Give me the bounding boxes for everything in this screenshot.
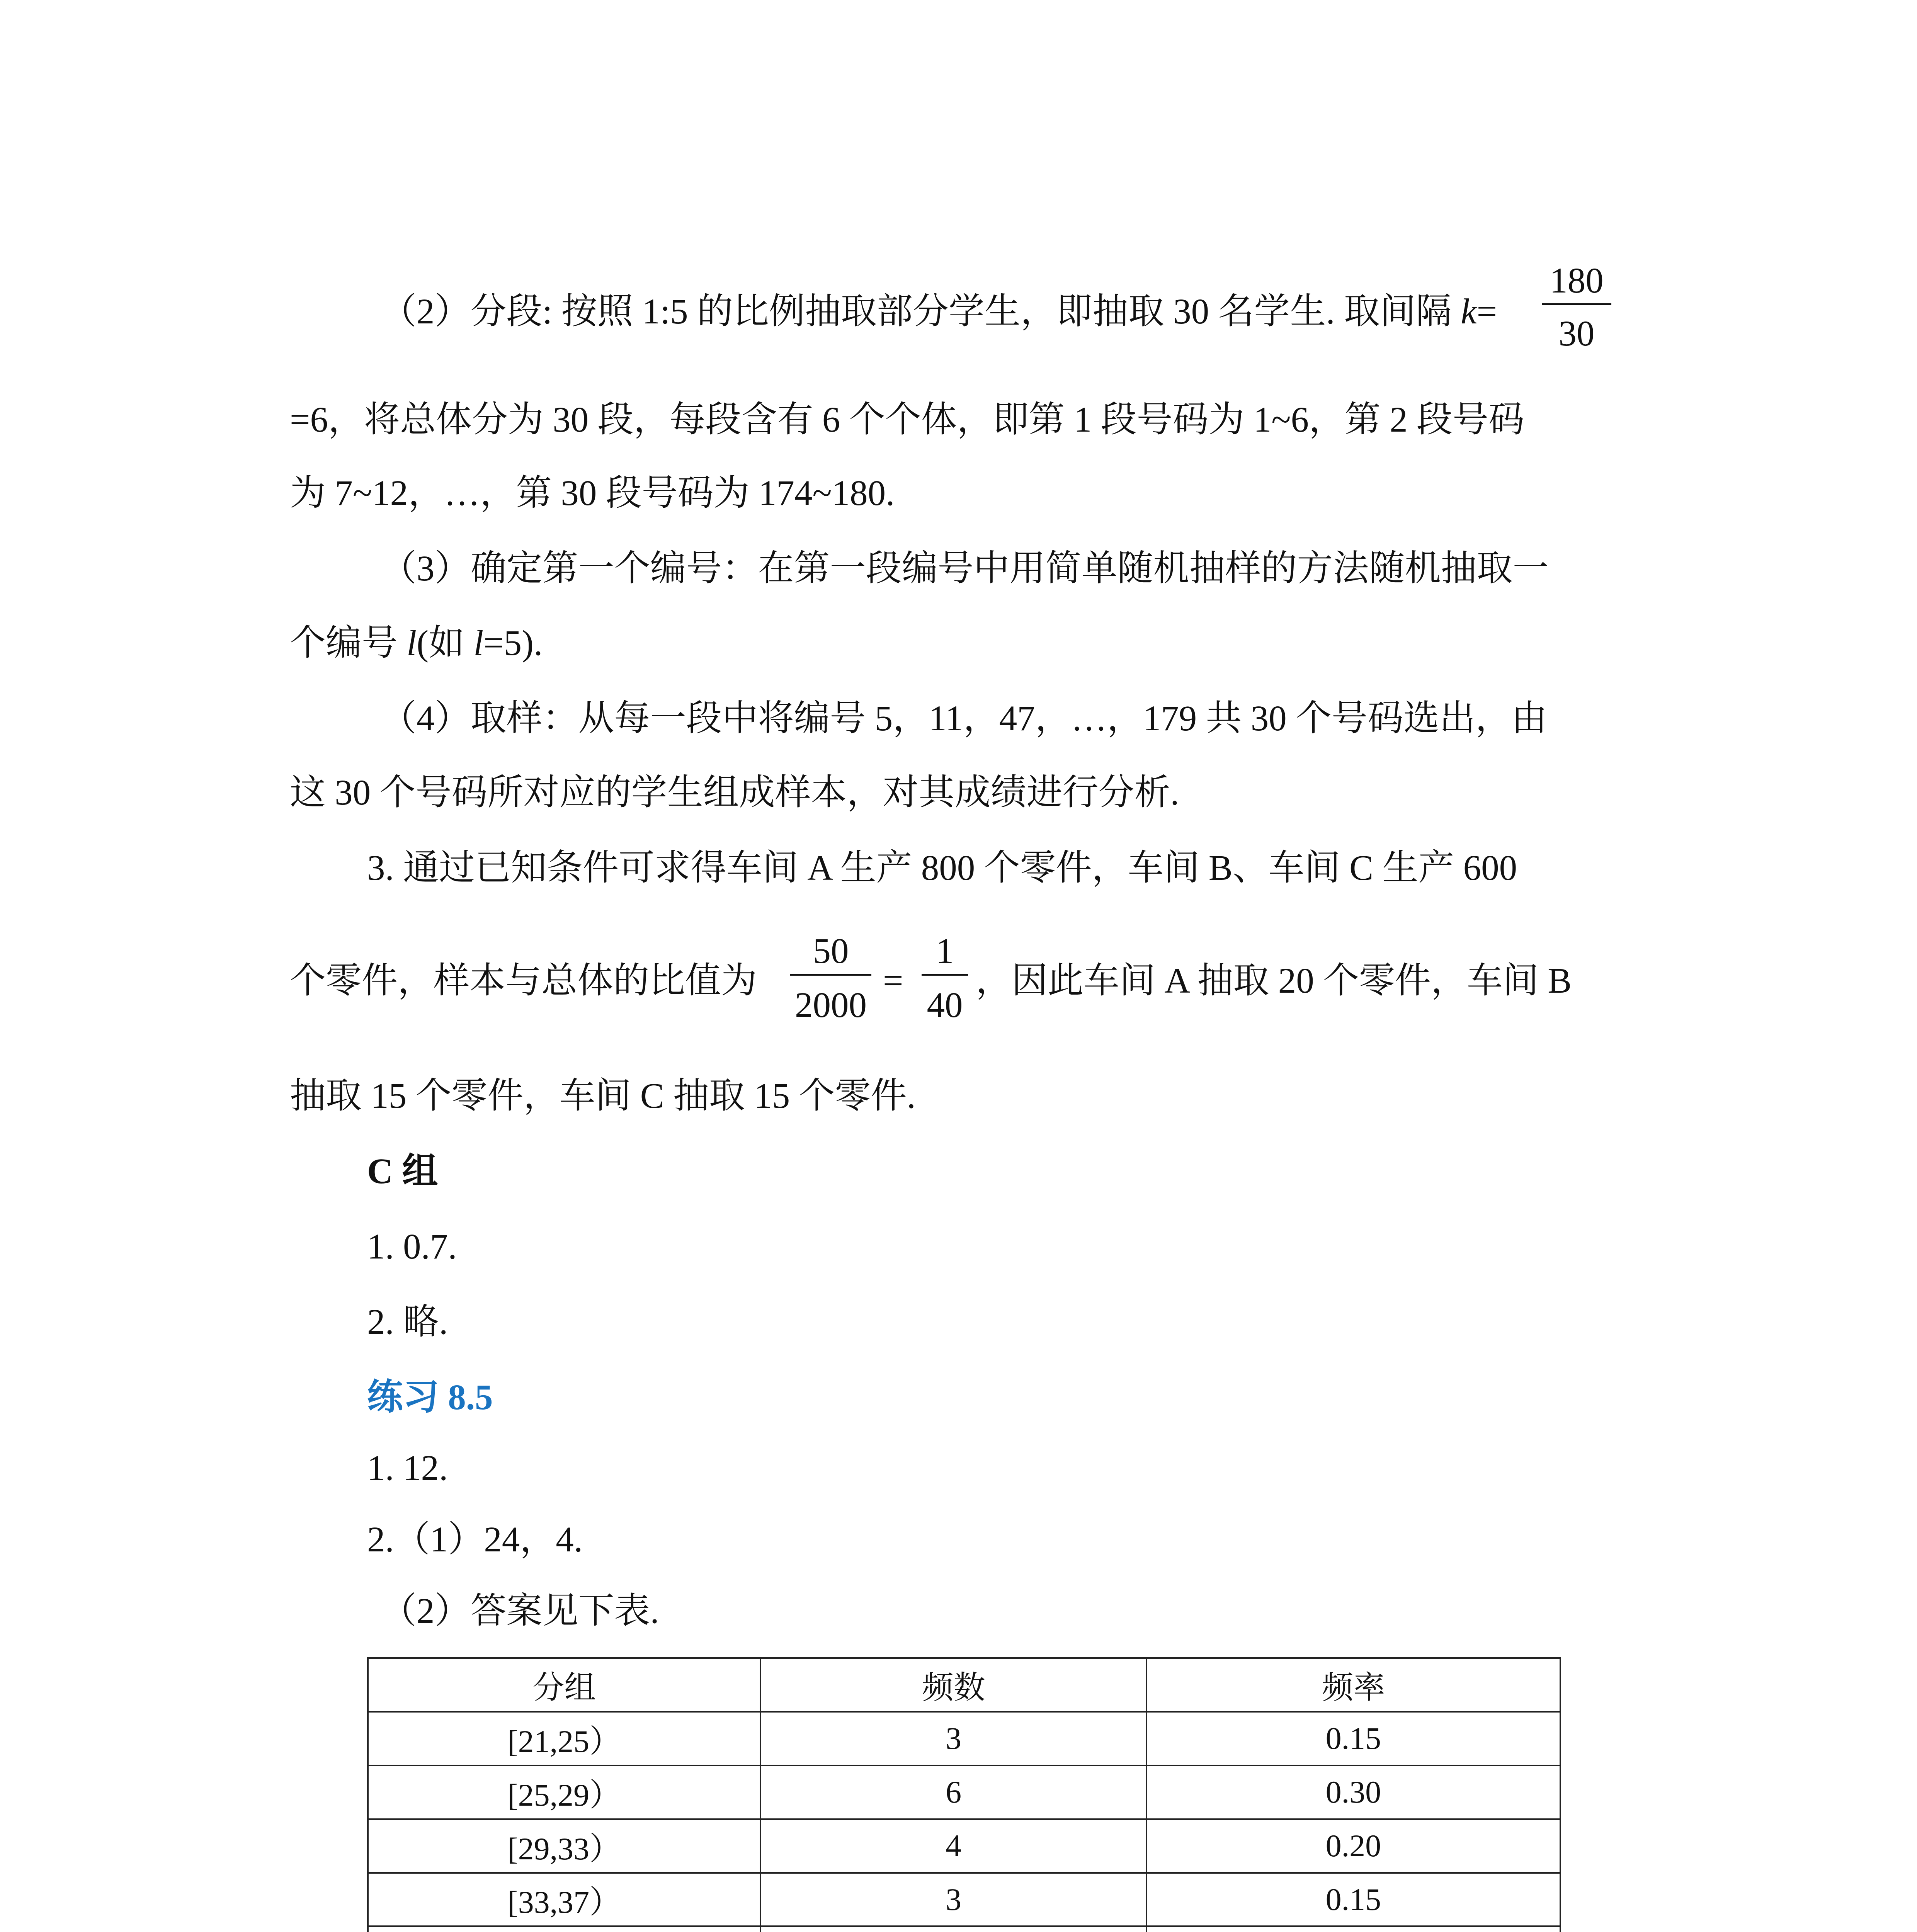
- k-variable: k: [1461, 292, 1477, 332]
- p4-line3: 抽取 15 个零件，车间 C 抽取 15 个零件.: [290, 1076, 916, 1116]
- table-cell: [29,33）: [368, 1819, 760, 1873]
- table-cell: 3: [760, 1873, 1146, 1927]
- fraction2-numerator: 1: [936, 931, 954, 971]
- p1-line2: =6，将总体分为 30 段，每段含有 6 个个体，即第 1 段号码为 1~6，第 2 段号码: [290, 400, 1525, 440]
- table-cell: [33,37）: [368, 1873, 760, 1927]
- p3-line1: （4）取样：从每一段中将编号 5，11，47，…，179 共 30 个号码选出，由: [381, 699, 1548, 738]
- table-cell: 0.15: [1146, 1712, 1560, 1765]
- table-cell: 0.30: [1146, 1765, 1560, 1819]
- ex85-answer-2: 2.（1）24，4.: [367, 1520, 583, 1560]
- p2-text-c: =5).: [483, 623, 543, 663]
- table-cell: [21,25）: [368, 1712, 760, 1765]
- l-variable-2: l: [473, 623, 484, 663]
- ex85-answer-3: （2）答案见下表.: [381, 1591, 659, 1631]
- p2-text-a: 个编号: [290, 623, 407, 663]
- table-cell: [25,29）: [368, 1765, 760, 1819]
- group-c-answer-2: 2. 略.: [367, 1302, 448, 1342]
- equals-sign: =: [1476, 292, 1497, 332]
- p2-text-b: (如: [417, 623, 474, 663]
- l-variable: l: [407, 623, 417, 663]
- p1-line3: 为 7~12，…，第 30 段号码为 174~180.: [290, 473, 895, 513]
- table-cell: 4: [760, 1819, 1146, 1873]
- table-cell: 0.20: [1146, 1819, 1560, 1873]
- p1-text: （2）分段: 按照 1:5 的比例抽取部分学生，即抽取 30 名学生. 取间隔: [381, 292, 1461, 332]
- table-header-cell: 频数: [760, 1658, 1146, 1712]
- fraction1-denominator: 2000: [795, 985, 867, 1025]
- group-c-answer-1: 1. 0.7.: [367, 1227, 457, 1267]
- exercise-8-5-heading: 练习 8.5: [367, 1378, 493, 1417]
- p3-line2: 这 30 个号码所对应的学生组成样本，对其成绩进行分析.: [290, 773, 1179, 813]
- fraction2-denominator: 40: [927, 985, 963, 1025]
- p2-line1: （3）确定第一个编号：在第一段编号中用简单随机抽样的方法随机抽取一: [381, 549, 1549, 588]
- table-cell: 6: [760, 1765, 1146, 1819]
- table-header-cell: 频率: [1146, 1658, 1560, 1712]
- table-cell: 3: [760, 1712, 1146, 1765]
- p4-line2-b: ，因此车间 A 抽取 20 个零件，车间 B: [976, 961, 1572, 1001]
- fraction-numerator: 180: [1550, 261, 1604, 301]
- ex85-answer-1: 1. 12.: [367, 1448, 448, 1488]
- fraction1-numerator: 50: [813, 931, 849, 971]
- p4-line1: 3. 通过已知条件可求得车间 A 生产 800 个零件，车间 B、车间 C 生产 600: [367, 848, 1517, 888]
- group-c-heading: C 组: [367, 1151, 438, 1191]
- table-header-cell: 分组: [368, 1658, 760, 1712]
- p4-line2-a: 个零件，样本与总体的比值为: [290, 961, 757, 1001]
- table-cell: 0.15: [1146, 1873, 1560, 1927]
- fraction-equals: =: [883, 961, 903, 1001]
- fraction-denominator: 30: [1558, 314, 1595, 354]
